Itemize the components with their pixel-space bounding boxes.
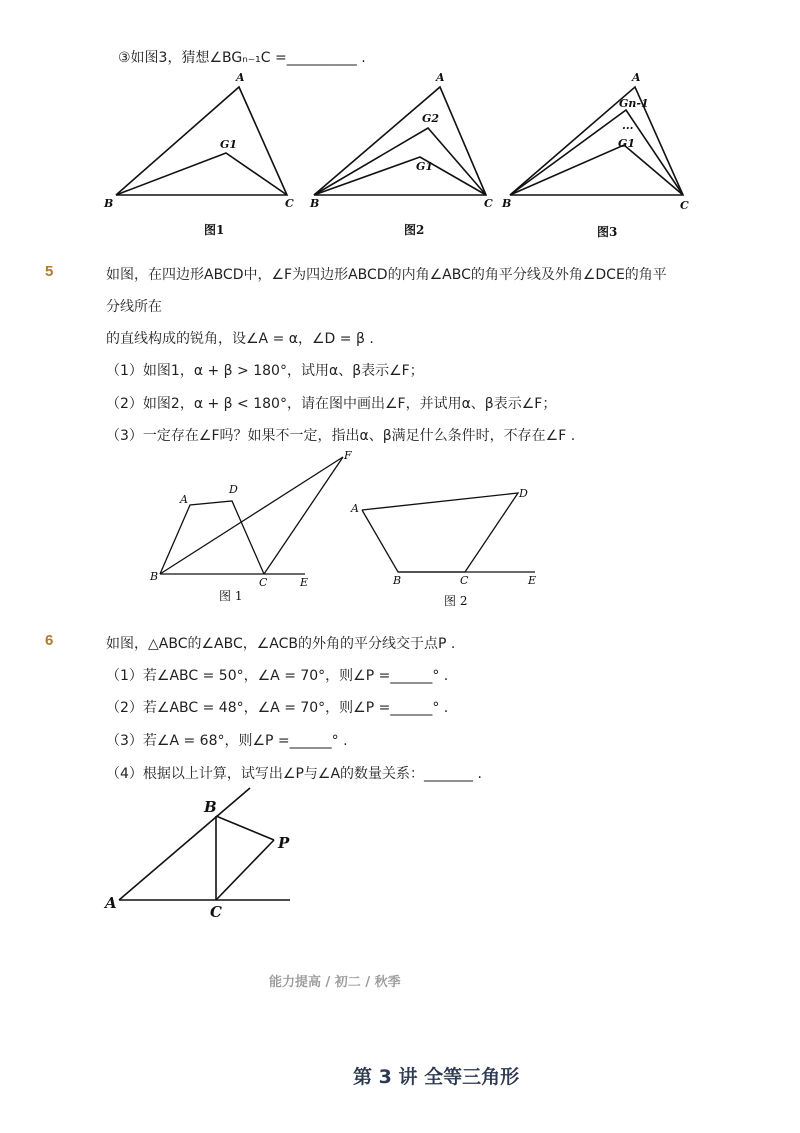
fig1-caption: 图1 [204, 223, 225, 237]
q5-fig1-label-d: D [229, 483, 238, 496]
q5-fig2-label-d: D [519, 487, 528, 500]
q6-figure [100, 782, 320, 922]
chapter-title: 第 3 讲 全等三角形 [353, 1066, 520, 1088]
q5-fig1-line-cf [264, 457, 343, 574]
q5-line2: 分线所在 [106, 299, 162, 315]
fig2-g1-lines [314, 157, 486, 195]
fig2-label-a: A [436, 71, 445, 84]
fig1-label-c: C [285, 197, 294, 210]
q5-fig1-caption: 图 1 [219, 589, 243, 603]
q6-label-p: P [278, 834, 290, 852]
q5-fig2-label-a: A [351, 502, 359, 515]
q6-label-b: B [204, 798, 217, 816]
q5-sub3: （3）一定存在∠F吗？如果不一定，指出α、β满足什么条件时，不存在∠F . [106, 428, 576, 444]
fig2-caption: 图2 [404, 223, 425, 237]
q5-fig1-label-f: F [344, 449, 352, 462]
question-number-5: 5 [45, 263, 54, 280]
fig1-g1-lines [116, 153, 287, 195]
q5-fig1-label-c: C [259, 576, 268, 589]
fig3-label-a: A [632, 71, 641, 84]
q6-label-c: C [210, 903, 222, 921]
q5-fig2-caption: 图 2 [444, 594, 468, 608]
q4-figures [100, 65, 700, 220]
q5-fig2-label-c: C [460, 574, 469, 587]
q6-line-ab-extended [119, 788, 250, 900]
fig3-label-b: B [502, 197, 512, 210]
q6-sub4: （4）根据以上计算，试写出∠P与∠A的数量关系：_______ . [106, 766, 482, 782]
q5-fig1-quad [160, 501, 264, 574]
fig3-triangle [510, 87, 683, 195]
fig3-label-gn1: Gn-1 [619, 97, 649, 110]
q5-sub2: （2）如图2，α + β < 180°，请在图中画出∠F，并试用α、β表示∠F； [106, 396, 557, 412]
fig3-label-g1: G1 [618, 137, 636, 150]
q5-sub1: （1）如图1，α + β > 180°，试用α、β表示∠F； [106, 363, 424, 379]
fig2-label-g1: G1 [416, 160, 434, 173]
q5-line3: 的直线构成的锐角，设∠A = α，∠D = β . [106, 331, 374, 347]
fig3-label-dots: ... [622, 119, 634, 132]
q6-line1: 如图，△ABC的∠ABC，∠ACB的外角的平分线交于点P . [106, 636, 456, 652]
fig1-triangle [116, 87, 287, 195]
q6-line-cp [216, 840, 274, 900]
q6-line-bp [216, 816, 274, 840]
q5-line1: 如图，在四边形ABCD中，∠F为四边形ABCD的内角∠ABC的角平分线及外角∠DCE的角平 [106, 267, 667, 283]
q5-fig1-label-e: E [300, 576, 309, 589]
fig1-label-g1: G1 [220, 138, 238, 151]
fig2-label-b: B [310, 197, 320, 210]
fig1-label-a: A [236, 71, 245, 84]
fig3-label-c: C [680, 199, 689, 212]
q5-fig2-label-e: E [528, 574, 537, 587]
fig2-triangle [314, 87, 486, 195]
q6-label-a: A [105, 894, 117, 912]
q5-fig1-label-a: A [180, 493, 188, 506]
fig1-label-b: B [104, 197, 114, 210]
page-footer: 能力提高 / 初二 / 秋季 [269, 975, 401, 990]
fig3-g1-lines [510, 145, 683, 195]
q5-fig1-line-bf [160, 457, 343, 574]
q6-sub3: （3）若∠A = 68°，则∠P =______° . [106, 733, 348, 749]
fig3-caption: 图3 [597, 225, 618, 239]
q6-sub2: （2）若∠ABC = 48°，∠A = 70°，则∠P =______° . [106, 700, 449, 716]
q4-part3-text: ③如图3，猜想∠BGₙ₋₁C =__________ . [118, 50, 366, 66]
question-number-6: 6 [45, 632, 54, 649]
fig2-label-c: C [484, 197, 493, 210]
fig2-label-g2: G2 [422, 112, 440, 125]
q6-sub1: （1）若∠ABC = 50°，∠A = 70°，则∠P =______° . [106, 668, 449, 684]
q5-fig2-label-b: B [393, 574, 402, 587]
q5-figures [140, 445, 560, 610]
q5-fig2-quad [362, 493, 518, 572]
q5-fig1-label-b: B [150, 570, 159, 583]
fig3-gn1-lines [510, 110, 683, 195]
